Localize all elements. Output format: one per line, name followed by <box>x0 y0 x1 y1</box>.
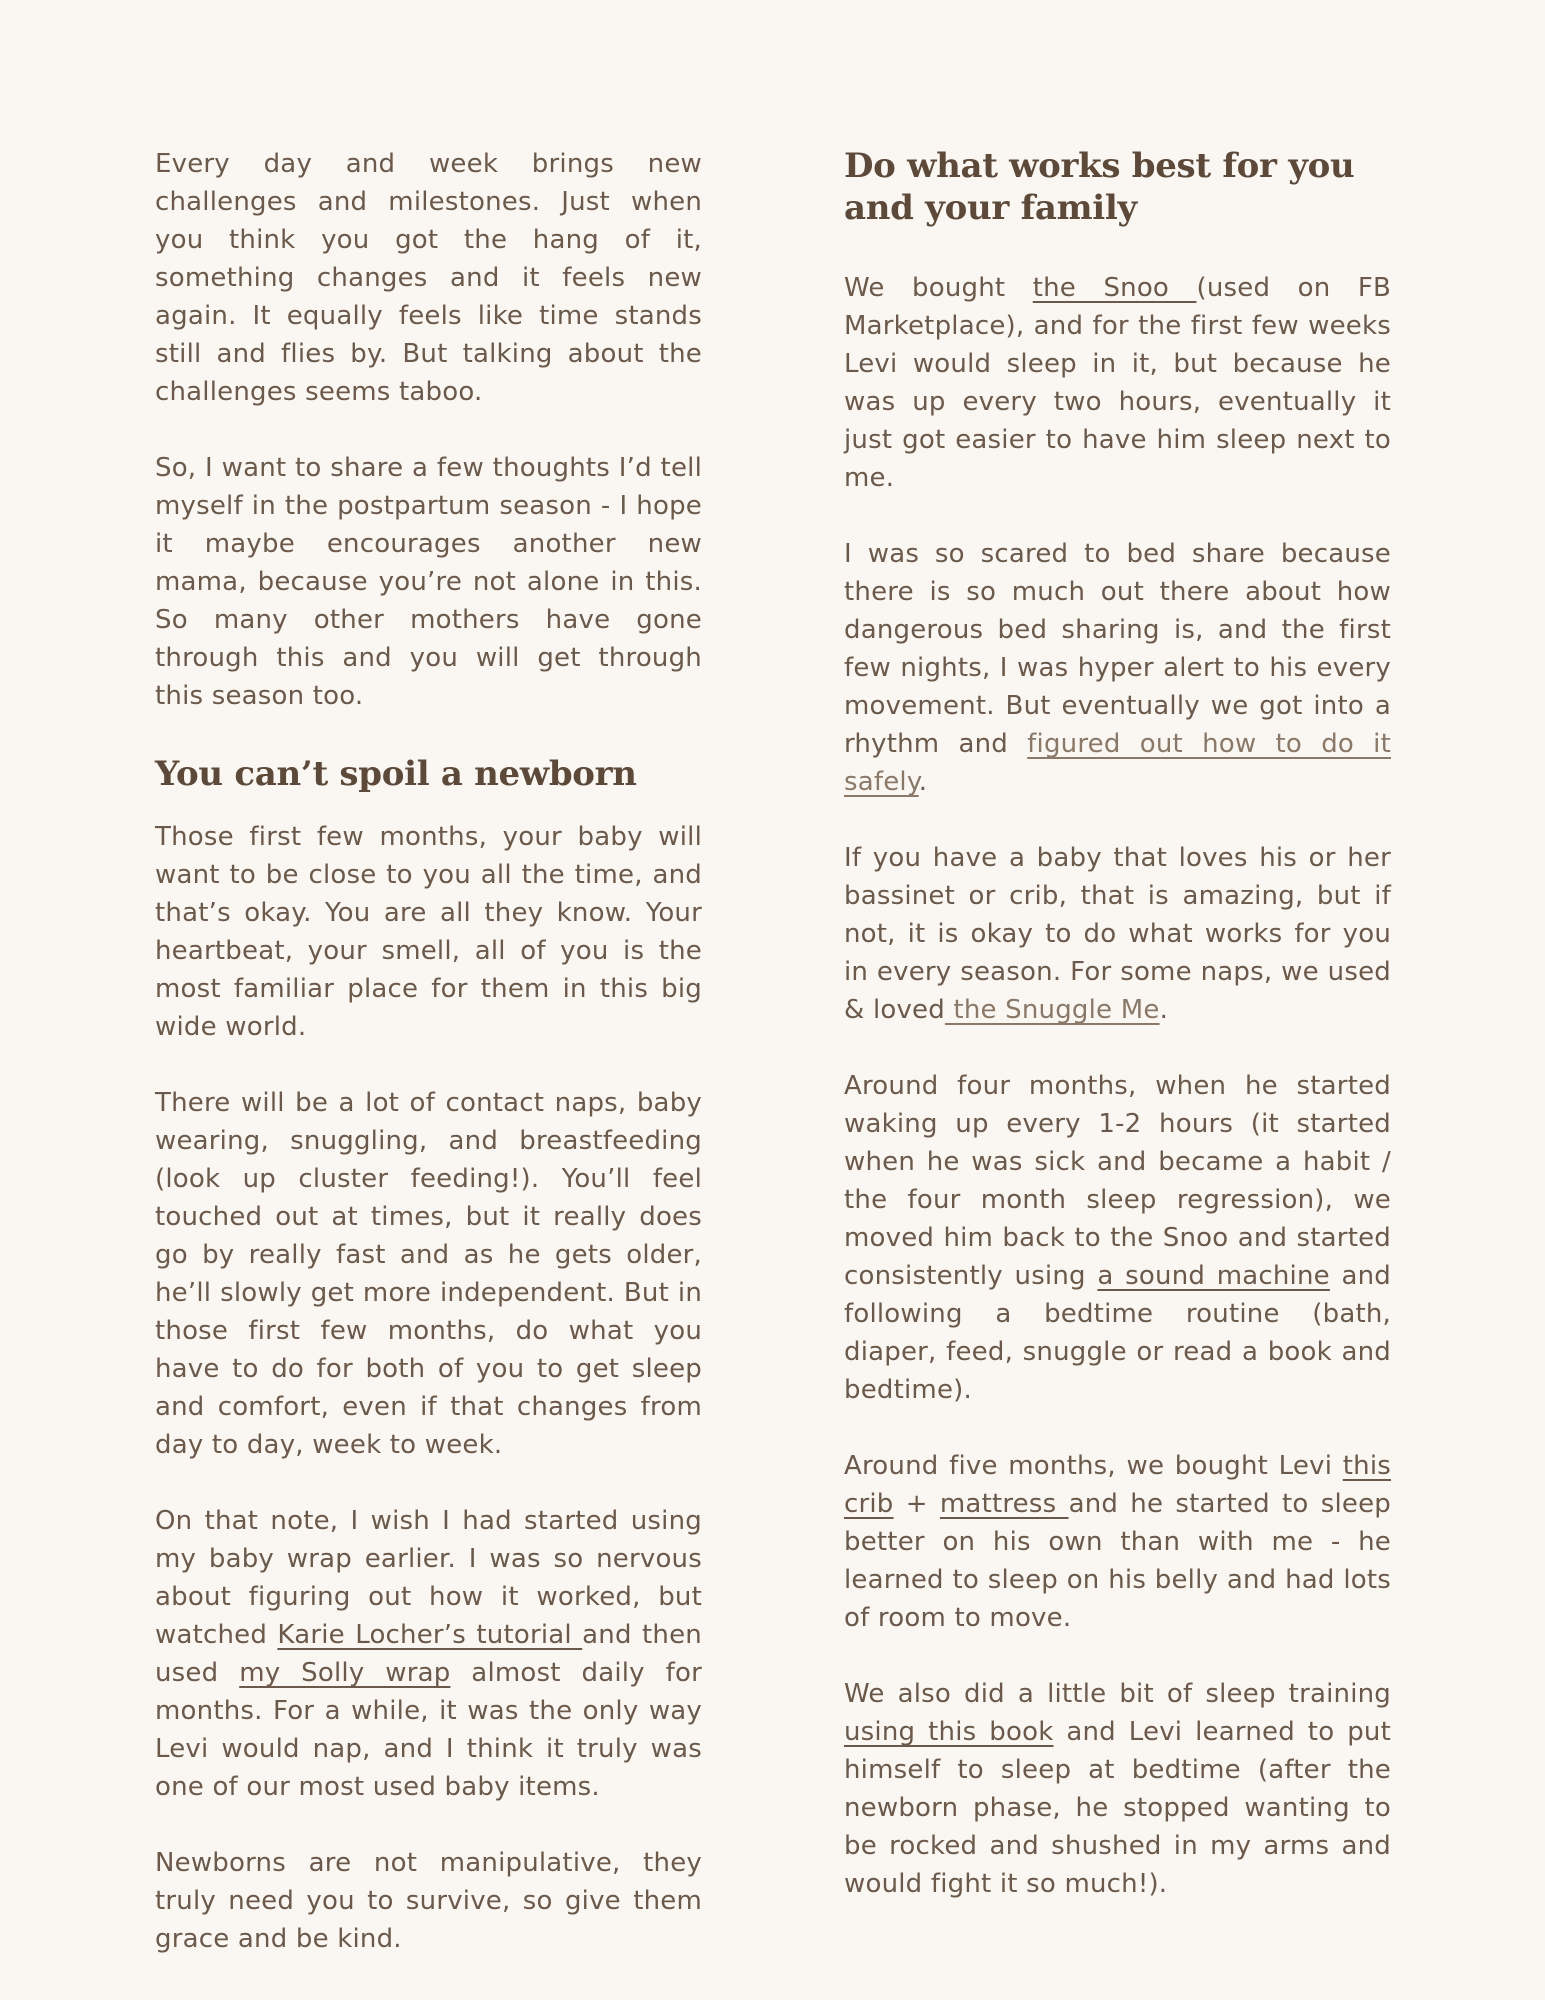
text-span: . <box>918 767 928 797</box>
bed-share-paragraph <box>844 535 1391 801</box>
sleep-training-paragraph <box>844 1675 1391 1903</box>
text-span: We bought <box>844 273 1033 303</box>
text-span: If you have a baby that loves his or her bassinet or crib, that is amazing, but if not, it is okay to do what works for you in every season. For some naps, we used & loved <box>844 843 1391 1025</box>
right-column <box>844 145 1391 1941</box>
five-months-paragraph <box>844 1447 1391 1637</box>
text-span: + <box>893 1489 940 1519</box>
text-span: Around four months, when he started waking up every 1-2 hours (it started when he was sick and became a habit / the four month sleep regression), we moved him back to the Snoo and started consistently using <box>844 1071 1391 1291</box>
text-span: almost daily for months. For a while, it was the only way Levi would nap, and I think it truly was one of our most used baby items. <box>155 1658 702 1802</box>
text-span: On that note, I wish I had started using my baby wrap earlier. I was so nervous about figuring out how it worked, but watched <box>155 1506 702 1650</box>
bed-share-safely-link[interactable]: figured out how to do it safely <box>844 729 1391 797</box>
section-heading-spoil-newborn: You can’t spoil a newborn <box>155 754 637 794</box>
text-span: and he started to sleep better on his own than with me - he learned to sleep on his belly and had lots of room to move. <box>844 1489 1391 1633</box>
karie-locher-tutorial-link[interactable]: Karie Locher’s tutorial <box>277 1620 583 1650</box>
snuggle-me-link[interactable]: the Snuggle Me <box>944 995 1160 1025</box>
bassinet-paragraph <box>844 839 1391 1029</box>
solly-wrap-link[interactable]: my Solly wrap <box>239 1658 451 1688</box>
baby-wrap-paragraph <box>155 1502 702 1806</box>
text-span: (used on FB Marketplace), and for the first few weeks Levi would sleep in it, but because he was up every two hours, eventually it just got easier to have him sleep next to me. <box>844 273 1392 493</box>
snoo-link[interactable]: the Snoo <box>1032 273 1197 303</box>
close-to-you-paragraph: Those first few months, your baby will want to be close to you all the time, and that’s okay. You are all they know. Your heartbeat, your smell, all of you is the most familiar place for them in this big wide world. <box>155 822 702 1042</box>
intro-paragraph: Every day and week brings new challenges and milestones. Just when you think you got the hang of it, something changes and it feels new again. It equally feels like time stands still and flies by. But talking about the challenges seems taboo. <box>155 149 702 407</box>
four-months-paragraph <box>844 1067 1391 1409</box>
text-span: Around five months, we bought Levi <box>844 1451 1343 1481</box>
snoo-paragraph <box>844 269 1391 497</box>
mattress-link[interactable]: mattress <box>939 1489 1069 1519</box>
text-span: I was so scared to bed share because there is so much out there about how dangerous bed sharing is, and the first few nights, I was hyper alert to his every movement. But eventually we got into a rhythm and <box>844 539 1391 759</box>
text-span: . <box>1159 995 1169 1025</box>
not-manipulative-paragraph: Newborns are not manipulative, they truly need you to survive, so give them grace and be kind. <box>155 1848 702 1954</box>
text-span: and then used <box>155 1620 702 1688</box>
sound-machine-link[interactable]: a sound machine <box>1097 1261 1330 1291</box>
left-column <box>155 145 702 1996</box>
contact-naps-paragraph: There will be a lot of contact naps, baby wearing, snuggling, and breastfeeding (look up cluster feeding!). You’ll feel touched out at times, but it really does go by really fast and as he gets older, he’ll slowly get more independent. But in those first few months, do what you have to do for both of you to get sleep and comfort, even if that changes from day to day, week to week. <box>155 1088 702 1460</box>
text-span: and Levi learned to put himself to sleep at bedtime (after the newborn phase, he stopped wanting to be rocked and shushed in my arms and would fight it so much!). <box>844 1717 1391 1899</box>
section-heading-what-works: Do what works best for you and your family <box>844 146 1355 228</box>
crib-link[interactable]: this crib <box>844 1451 1391 1519</box>
sleep-book-link[interactable]: using this book <box>844 1717 1054 1747</box>
text-span: We also did a little bit of sleep training <box>844 1679 1391 1709</box>
text-span: and following a bedtime routine (bath, diaper, feed, snuggle or read a book and bedtime). <box>844 1261 1392 1405</box>
postpartum-paragraph: So, I want to share a few thoughts I’d tell myself in the postpartum season - I hope it maybe encourages another new mama, because you’re not alone in this. So many other mothers have gone through this and you will get through this season too. <box>155 453 702 711</box>
